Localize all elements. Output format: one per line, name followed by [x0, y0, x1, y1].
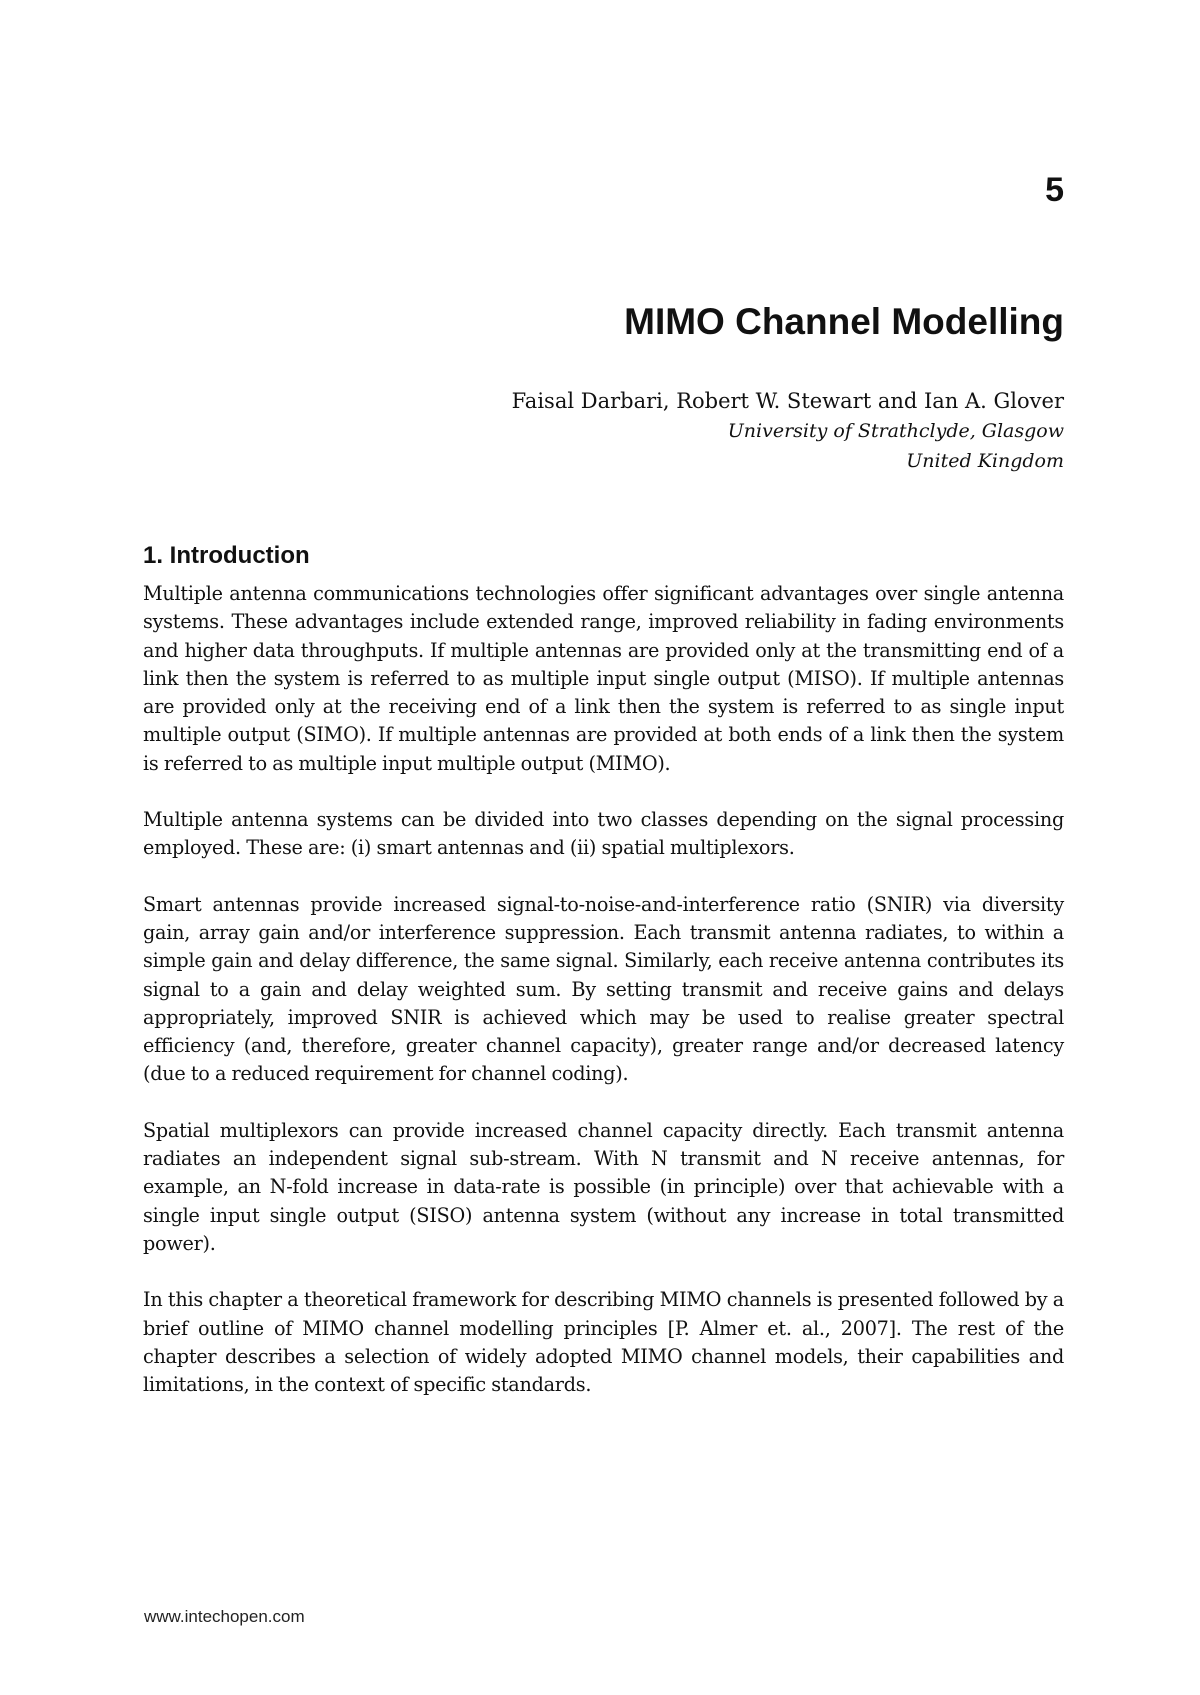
- paragraph: In this chapter a theoretical framework for describing MIMO channels is presented followed by a brief outline of MIMO channel modelling principles [P. Almer et. al., 2007]. The rest of the chapter describes a selection of widely adopted MIMO channel models, their capabilities and limitations, in the context of specific standards.: [143, 1288, 1064, 1397]
- author-institution: University of Strathclyde, Glasgow: [727, 420, 1064, 442]
- main-content: [143, 540, 1064, 1427]
- author-country: United Kingdom: [906, 450, 1064, 472]
- author-block: [512, 386, 1064, 476]
- paragraph: Spatial multiplexors can provide increased channel capacity directly. Each transmit antenna radiates an independent signal sub-stream. With N transmit and N receive antennas, for example, an N-fold increase in data-rate is possible (in principle) over that achievable with a single input single output (SISO) antenna system (without any increase in total transmitted power).: [143, 1118, 1064, 1255]
- paragraph: Smart antennas provide increased signal-to-noise-and-interference ratio (SNIR) via diversity gain, array gain and/or interference suppression. Each transmit antenna radiates, to within a simple gain and delay difference, the same signal. Similarly, each receive antenna contributes its signal to a gain and delay weighted sum. By setting transmit and receive gains and delays appropriately, improved SNIR is achieved which may be used to realise greater spectral efficiency (and, therefore, greater channel capacity), greater range and/or decreased latency (due to a reduced requirement for channel coding).: [143, 892, 1064, 1086]
- paragraph: Multiple antenna systems can be divided into two classes depending on the signal processing employed. These are: (i) smart antennas and (ii) spatial multiplexors.: [143, 808, 1064, 860]
- chapter-number: 5: [1045, 171, 1064, 209]
- paragraph: Multiple antenna communications technologies offer significant advantages over single antenna systems. These advantages include extended range, improved reliability in fading environments and higher data throughputs. If multiple antennas are provided only at the transmitting end of a link then the system is referred to as multiple input single output (MISO). If multiple antennas are provided only at the receiving end of a link then the system is referred to as single input multiple output (SIMO). If multiple antennas are provided at both ends of a link then the system is referred to as multiple input multiple output (MIMO).: [143, 582, 1064, 775]
- author-names: Faisal Darbari, Robert W. Stewart and Ian A. Glover: [511, 389, 1064, 413]
- section-heading: 1. Introduction: [143, 542, 310, 569]
- chapter-title: MIMO Channel Modelling: [624, 301, 1064, 342]
- footer-url: www.intechopen.com: [144, 1607, 305, 1626]
